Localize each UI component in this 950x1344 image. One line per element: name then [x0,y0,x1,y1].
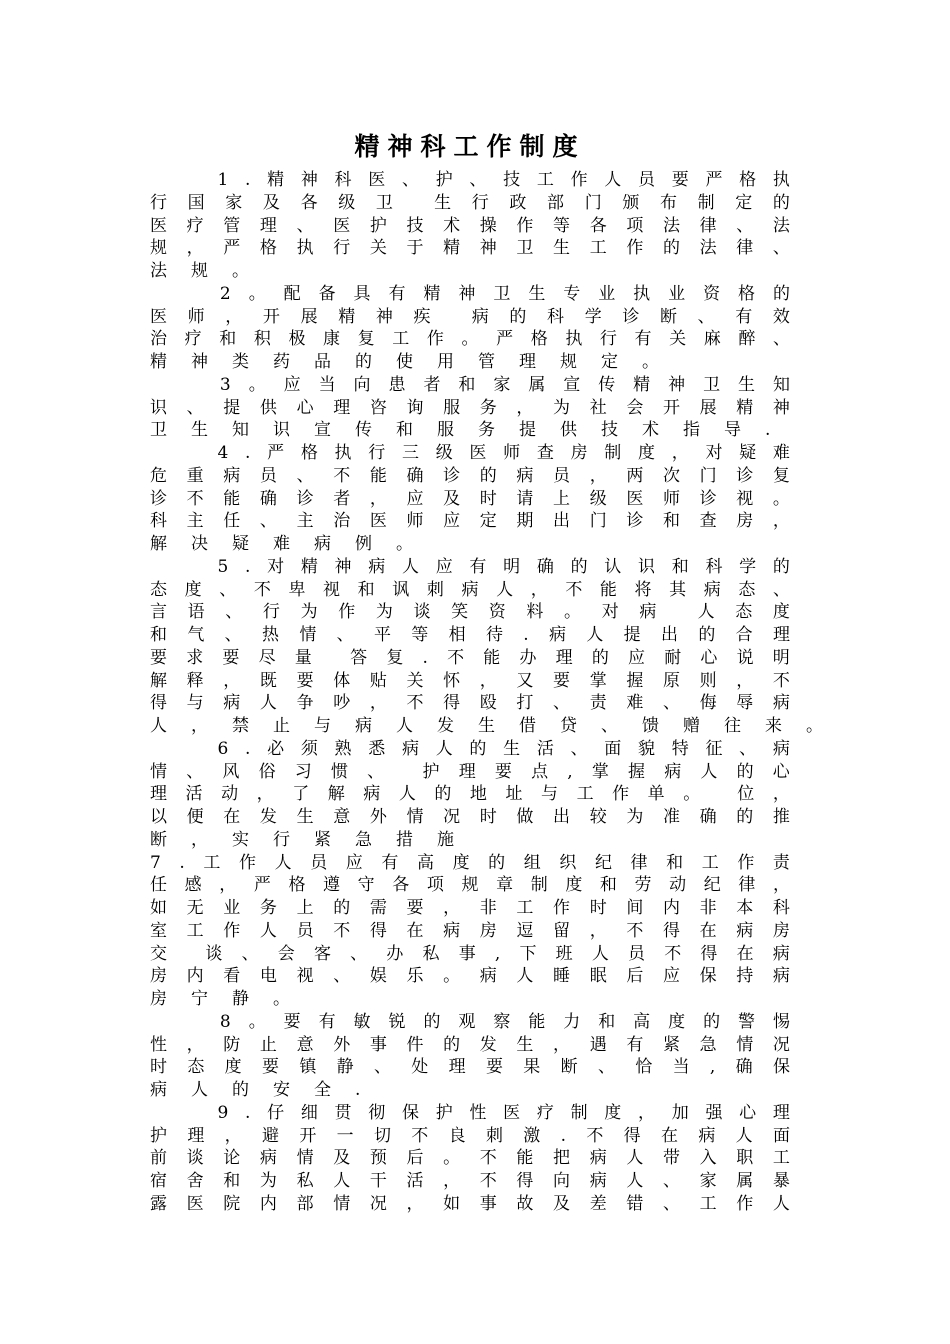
text-line: 宿 舍 和 为 私 人 干 活 ， 不 得 向 病 人 、 家 属 暴 [150,1171,790,1191]
text-line: 以 便 在 发 生 意 外 情 况 时 做 出 较 为 准 确 的 推 [150,807,790,827]
text-line: 2 。 配 备 具 有 精 神 卫 生 专 业 执 业 资 格 的 [219,283,790,304]
text-line: 房 内 看 电 视 、 娱 乐 。 病 人 睡 眠 后 应 保 持 病 [150,966,790,987]
text-line: 和 气 、 热 情 、 平 等 相 待 . 病 人 提 出 的 合 理 [150,625,790,645]
text-line: 医 疗 管 理 、 医 护 技 术 操 作 等 各 项 法 律 、 法 [150,215,790,236]
text-line: 态 度 、 不 卑 视 和 讽 刺 病 人 ， 不 能 将 其 病 态 、 [150,579,790,600]
text-line: 规 ， 严 格 执 行 关 于 精 神 卫 生 工 作 的 法 律 、 [150,238,790,259]
text-line: 理 活 动 ， 了 解 病 人 的 地 址 与 工 作 单 。 位 ， [150,784,790,805]
text-line: 人 ， 禁 止 与 病 人 发 生 借 贷 、 馈 赠 往 来 。 [150,716,823,736]
document-title: 精神科工作制度 [354,132,586,161]
text-line: 解 决 疑 难 病 例 。 [150,534,413,554]
text-line: 护 理 ， 避 开 一 切 不 良 刺 激 . 不 得 在 病 人 面 [150,1125,790,1146]
text-line: 解 释 ， 既 要 体 贴 关 怀 ， 又 要 掌 握 原 则 ， 不 [150,670,790,691]
text-line: 时 态 度 要 镇 静 、 处 理 要 果 断 、 恰 当 , 确 保 [150,1057,790,1078]
text-line: 7 . 工 作 人 员 应 有 高 度 的 组 织 纪 律 和 工 作 责 [150,852,790,873]
text-line: 任 感 ， 严 格 遵 守 各 项 规 章 制 度 和 劳 动 纪 律 ， [150,875,790,896]
text-line: 如 无 业 务 上 的 需 要 ， 非 工 作 时 间 内 非 本 科 [150,898,790,918]
text-line: 言 语 、 行 为 作 为 谈 笑 资 料 。 对 病 人 态 度 [150,602,790,623]
text-line: 室 工 作 人 员 不 得 在 病 房 逗 留 ， 不 得 在 病 房 [150,920,790,941]
text-line: 危 重 病 员 、 不 能 确 诊 的 病 员 ， 两 次 门 诊 复 [150,465,790,486]
text-line: 病 人 的 安 全 . [150,1080,361,1100]
text-line: 性 ， 防 止 意 外 事 件 的 发 生 ， 遇 有 紧 急 情 况 [150,1034,790,1055]
text-line: 断 ， 实 行 紧 急 措 施 [150,829,454,850]
text-line: 治 疗 和 积 极 康 复 工 作 。 严 格 执 行 有 关 麻 醉 、 [150,329,790,350]
text-line: 房 宁 静 。 [150,989,290,1009]
text-line: 情 、 风 俗 习 惯 、 护 理 要 点 , 掌 握 病 人 的 心 [150,761,790,782]
text-line: 精 神 类 药 品 的 使 用 管 理 规 定 。 [150,352,659,372]
text-line: 6 . 必 须 熟 悉 病 人 的 生 活 、 面 貌 特 征 、 病 [217,738,790,759]
text-line: 3 。 应 当 向 患 者 和 家 属 宣 传 精 神 卫 生 知 [219,374,790,395]
text-line: 科 主 任 、 主 治 医 师 应 定 期 出 门 诊 和 查 房 ， [150,511,790,532]
text-line: 交 谈 、 会 客 、 办 私 事 , 下 班 人 员 不 得 在 病 [150,943,790,964]
text-line: 要 求 要 尽 量 答 复 . 不 能 办 理 的 应 耐 心 说 明 [150,647,790,668]
text-line: 4 . 严 格 执 行 三 级 医 师 查 房 制 度 ， 对 疑 难 [217,443,790,463]
text-line: 1 . 精 神 科 医 、 护 、 技 工 作 人 员 要 严 格 执 [217,170,790,190]
text-line: 前 谈 论 病 情 及 预 后 。 不 能 把 病 人 带 入 职 工 [150,1148,790,1169]
text-line: 9 . 仔 细 贯 彻 保 护 性 医 疗 制 度 ， 加 强 心 理 [217,1102,790,1123]
document-body [150,169,823,1216]
text-line: 得 与 病 人 争 吵 ， 不 得 殴 打 、 责 难 、 侮 辱 病 [150,693,790,714]
text-line: 法 规 。 [150,261,249,281]
text-line: 5 . 对 精 神 病 人 应 有 明 确 的 认 识 和 科 学 的 [217,556,790,577]
text-line: 露 医 院 内 部 情 况 ， 如 事 故 及 差 错 、 工 作 人 [150,1193,790,1214]
text-line: 行 国 家 及 各 级 卫 生 行 政 部 门 颁 布 制 定 的 [150,192,790,213]
text-line: 识 、 提 供 心 理 咨 询 服 务 ， 为 社 会 开 展 精 神 [150,397,790,418]
text-line: 8 。 要 有 敏 锐 的 观 察 能 力 和 高 度 的 警 惕 [219,1011,790,1032]
text-line: 卫 生 知 识 宣 传 和 服 务 提 供 技 术 指 导 . [150,420,771,441]
text-line: 医 师 ， 开 展 精 神 疾 病 的 科 学 诊 断 、 有 效 [150,306,790,327]
text-line: 诊 不 能 确 诊 者 ， 应 及 时 请 上 级 医 师 诊 视 。 [150,488,790,509]
